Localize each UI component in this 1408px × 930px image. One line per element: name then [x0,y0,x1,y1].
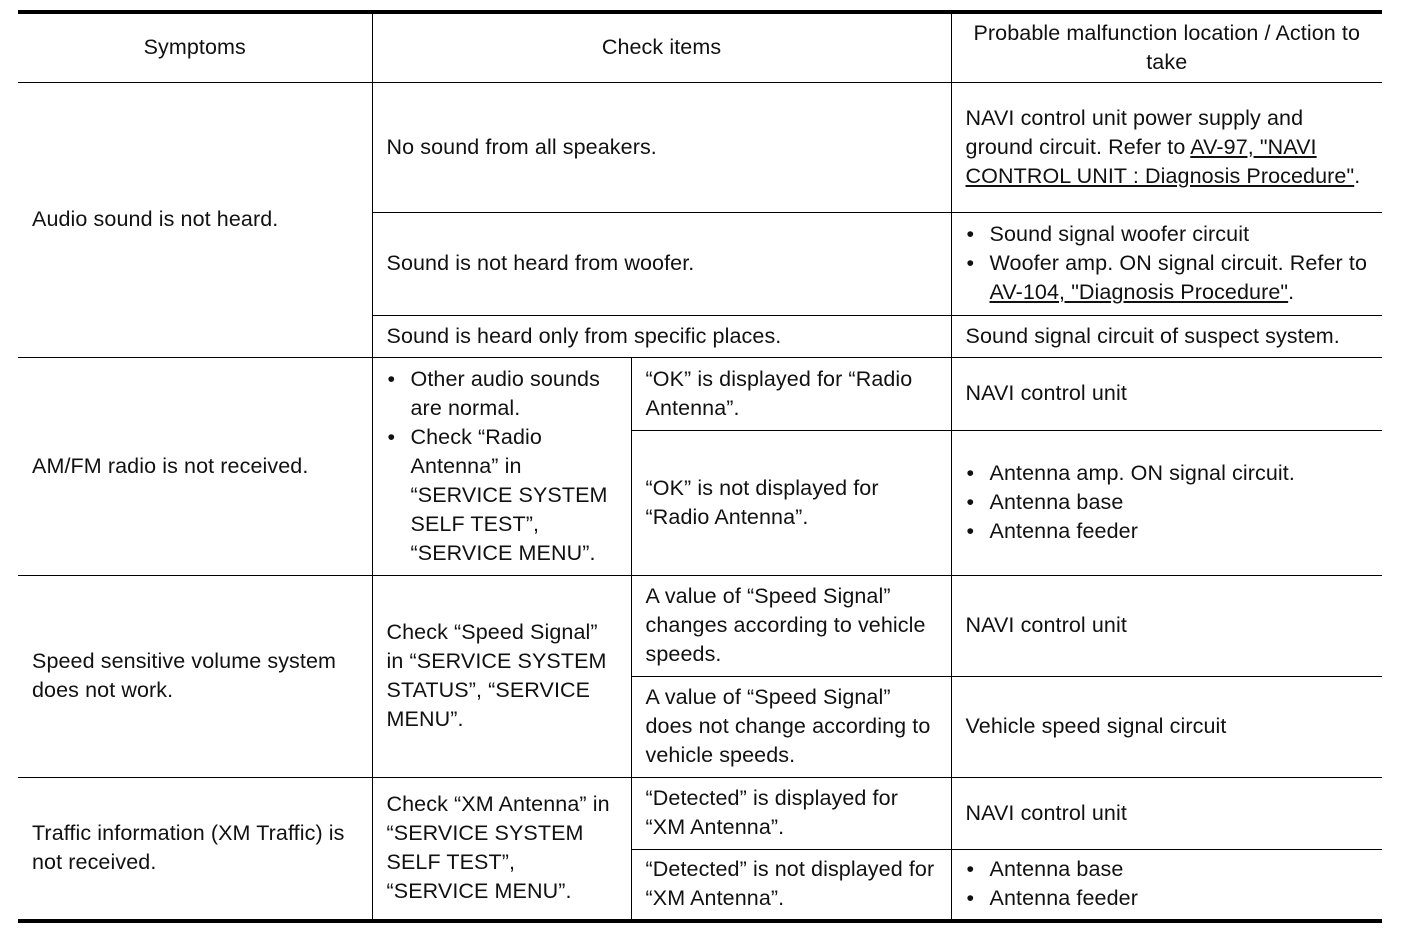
action-text: . [1288,280,1295,304]
table-row [18,357,1382,430]
symptom-cell: AM/FM radio is not received. [18,357,372,575]
header-action: Probable malfunction location / Action to take [951,12,1382,82]
symptom-cell: Traffic information (XM Traffic) is not received. [18,777,372,921]
condition-cell: A value of “Speed Signal” does not change according to vehicle speeds. [631,676,951,777]
action-cell: NAVI control unit [951,777,1382,849]
condition-cell: A value of “Speed Signal” changes according to vehicle speeds. [631,575,951,676]
condition-cell: “OK” is displayed for “Radio Antenna”. [631,357,951,430]
action-cell: Vehicle speed signal circuit [951,676,1382,777]
list-item: • Sound signal woofer circuit [966,220,1369,249]
action-cell [951,212,1382,315]
action-list [966,220,1369,307]
symptom-cell: Audio sound is not heard. [18,82,372,357]
reference-link[interactable]: AV-97, "NAVI CONTROL UNIT : Diagnosis Procedure" [965,134,1355,188]
header-symptoms: Symptoms [18,12,372,82]
diagnosis-page [18,10,1382,923]
list-item: • Other audio sounds are normal. [387,365,617,423]
list-item [966,249,1369,307]
action-text: . [1354,163,1361,188]
action-cell: Sound signal circuit of suspect system. [951,315,1382,357]
condition-cell: “Detected” is not displayed for “XM Antenna”. [631,849,951,921]
list-item: • Antenna amp. ON signal circuit. [966,459,1369,488]
table-row [18,82,1382,212]
check-cell: Sound is heard only from specific places. [372,315,951,357]
list-item: • Antenna base [966,855,1369,884]
reference-link[interactable]: AV-104, "Diagnosis Procedure" [989,280,1289,304]
action-text: Woofer amp. ON signal circuit. Refer to [989,251,1368,275]
check-cell [372,357,631,575]
check-cell: No sound from all speakers. [372,82,951,212]
action-cell [951,430,1382,575]
action-list [966,855,1369,913]
list-item: • Antenna feeder [966,884,1369,913]
list-item: • Antenna feeder [966,517,1369,546]
action-text: NAVI control unit power supply and ground circuit. Refer to [965,105,1304,159]
table-row [18,777,1382,849]
action-cell: NAVI control unit [951,357,1382,430]
condition-cell: “OK” is not displayed for “Radio Antenna”. [631,430,951,575]
header-check-items: Check items [372,12,951,82]
list-item: • Antenna base [966,488,1369,517]
list-item: • Check “Radio Antenna” in “SERVICE SYSTEM SELF TEST”, “SERVICE MENU”. [387,423,617,568]
symptom-cell: Speed sensitive volume system does not work. [18,575,372,777]
check-cell: Check “XM Antenna” in “SERVICE SYSTEM SELF TEST”, “SERVICE MENU”. [372,777,631,921]
header-row [18,12,1382,82]
check-cell: Check “Speed Signal” in “SERVICE SYSTEM STATUS”, “SERVICE MENU”. [372,575,631,777]
action-list [966,459,1369,546]
table-row [18,575,1382,676]
action-cell: NAVI control unit [951,575,1382,676]
action-cell [951,849,1382,921]
symptom-diagnosis-table [18,10,1382,923]
action-cell [951,82,1382,212]
condition-cell: “Detected” is displayed for “XM Antenna”. [631,777,951,849]
check-cell: Sound is not heard from woofer. [372,212,951,315]
check-list [387,365,617,568]
